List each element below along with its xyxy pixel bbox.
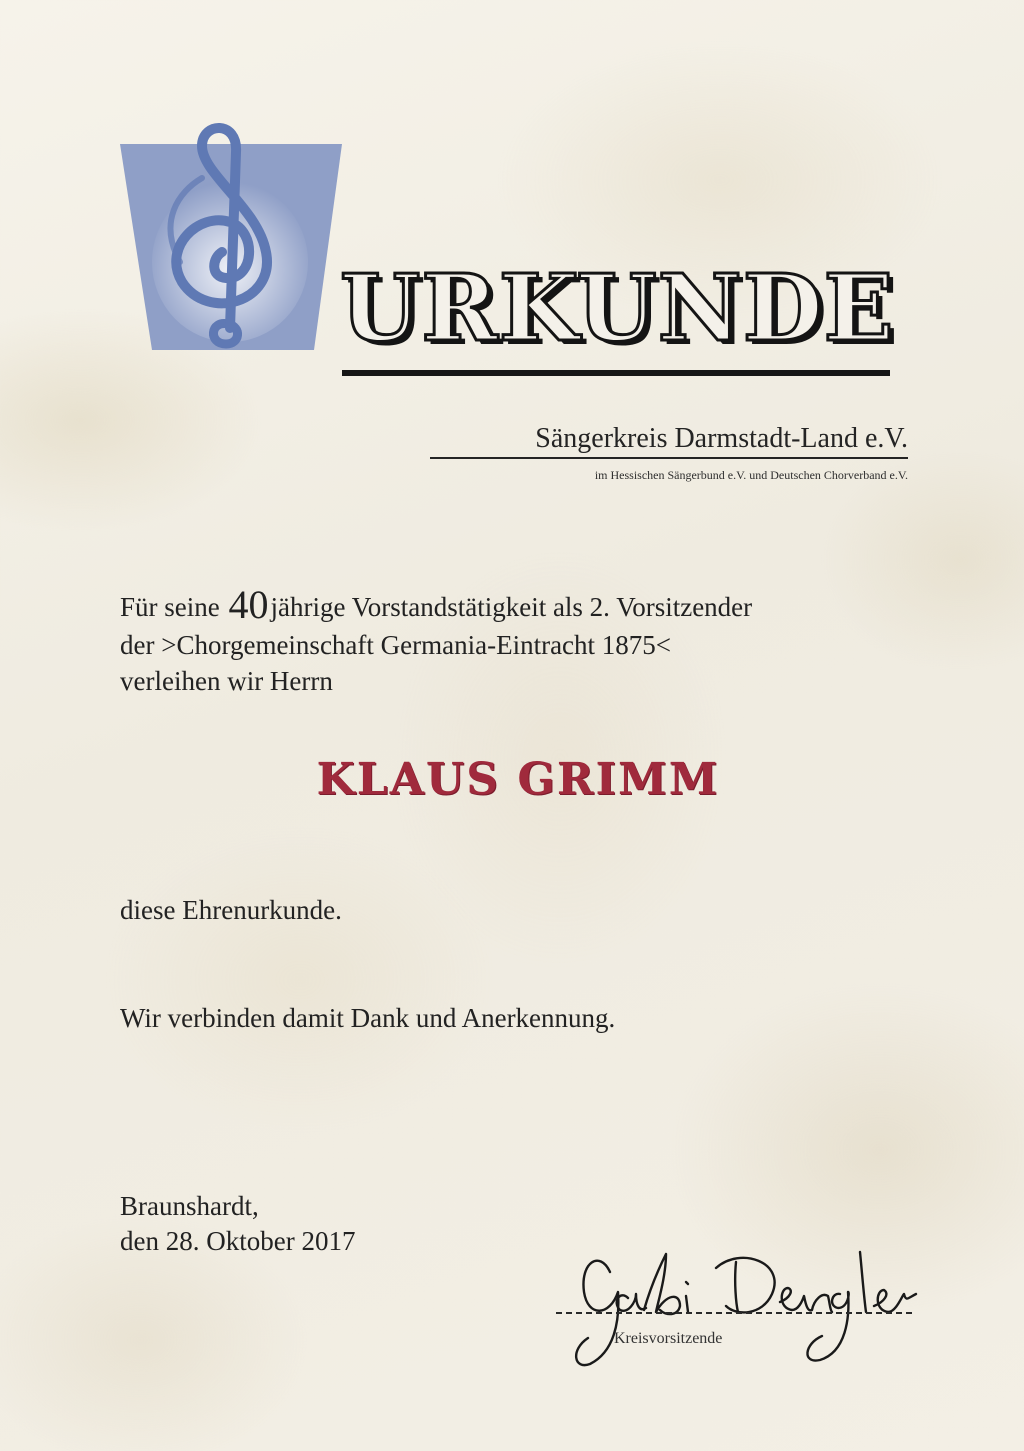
signatory-role: Kreisvorsitzende — [614, 1330, 723, 1347]
title-divider — [342, 370, 890, 376]
body-line-4: diese Ehrenurkunde. — [120, 895, 342, 925]
treble-clef-icon — [118, 112, 350, 362]
recipient-name: KLAUS GRIMM — [316, 754, 720, 805]
line1-suffix: jährige Vorstandstätigkeit als 2. Vorsitzender — [270, 592, 753, 622]
body-line-5: Wir verbinden damit Dank und Anerkennung. — [120, 1003, 616, 1033]
body-line-3: verleihen wir Herrn — [120, 666, 333, 696]
issue-date: den 28. Oktober 2017 — [120, 1226, 356, 1256]
organization-subtitle: im Hessischen Sängerbund e.V. und Deutschen Chorverband e.V. — [594, 468, 908, 482]
certificate-title: URKUNDE — [340, 254, 895, 362]
line1-prefix: Für seine — [120, 592, 220, 622]
signature — [540, 1232, 940, 1372]
signature-line — [556, 1312, 912, 1314]
body-line-1 — [120, 582, 753, 627]
issue-place: Braunshardt, — [120, 1191, 259, 1221]
years-number: 40 — [228, 582, 269, 627]
body-line-2: der >Chorgemeinschaft Germania-Eintracht 1875< — [120, 630, 672, 660]
organization-name: Sängerkreis Darmstadt-Land e.V. — [430, 422, 908, 459]
